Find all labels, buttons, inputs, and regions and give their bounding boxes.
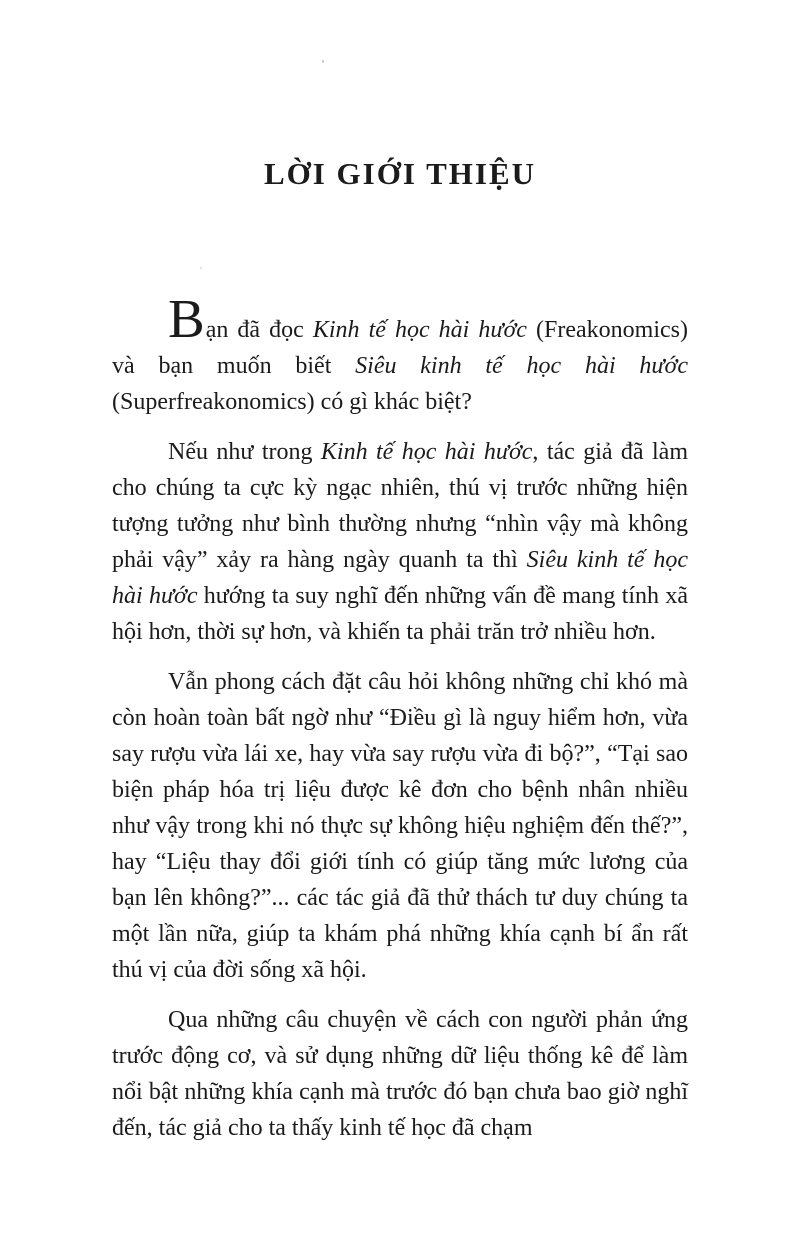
- paragraph: [112, 664, 688, 988]
- book-title-italic: Siêu kinh tế học hài hước: [355, 353, 688, 379]
- book-title-italic: Kinh tế học hài hước: [312, 317, 527, 343]
- initial-capital: B: [168, 288, 206, 349]
- text-run: Nếu như trong: [168, 439, 321, 465]
- paragraph: [112, 434, 688, 650]
- paragraph: [112, 1002, 688, 1146]
- book-title-italic: Kinh tế học hài hước: [320, 439, 533, 465]
- scan-artifact-dot: [200, 267, 202, 269]
- text-run: hướng ta suy nghĩ đến những vấn đề mang tính xã hội hơn, thời sự hơn, và khiến ta phải trăn trở nhiều hơn.: [112, 583, 688, 645]
- paragraph: [112, 288, 688, 420]
- text-run: ạn đã đọc: [205, 317, 313, 343]
- text-run: (Freakonomics) và bạn muốn biết: [112, 317, 688, 379]
- book-title-italic: Siêu kinh tế học hài hước: [112, 547, 688, 609]
- scan-artifact-dot: [322, 60, 324, 63]
- text-run: Vẫn phong cách đặt câu hỏi không những chỉ khó mà còn hoàn toàn bất ngờ như “Điều gì là nguy hiểm hơn, vừa say rượu vừa lái xe, hay vừa say rượu vừa đi bộ?”, “Tại sao biện pháp hóa trị liệu được kê đơn cho bệnh nhân nhiều như vậy trong khi nó thực sự không hiệu nghiệm đến thế?”, hay “Liệu thay đổi giới tính có giúp tăng mức lương của bạn lên không?”... các tác giả đã thử thách tư duy chúng ta một lần nữa, giúp ta khám phá những khía cạnh bí ẩn rất thú vị của đời sống xã hội.: [112, 669, 688, 983]
- text-run: Qua những câu chuyện về cách con người phản ứng trước động cơ, và sử dụng những dữ liệu thống kê để làm nổi bật những khía cạnh mà trước đó bạn chưa bao giờ nghĩ đến, tác giả cho ta thấy kinh tế học đã chạm: [112, 1007, 688, 1141]
- text-run: , tác giả đã làm cho chúng ta cực kỳ ngạc nhiên, thú vị trước những hiện tượng tưởng như bình thường nhưng “nhìn vậy mà không phải vậy” xảy ra hàng ngày quanh ta thì: [112, 439, 688, 573]
- chapter-title: LỜI GIỚI THIỆU: [263, 156, 537, 191]
- body-text: [112, 288, 688, 1146]
- text-run: (Superfreakonomics) có gì khác biệt?: [112, 389, 472, 415]
